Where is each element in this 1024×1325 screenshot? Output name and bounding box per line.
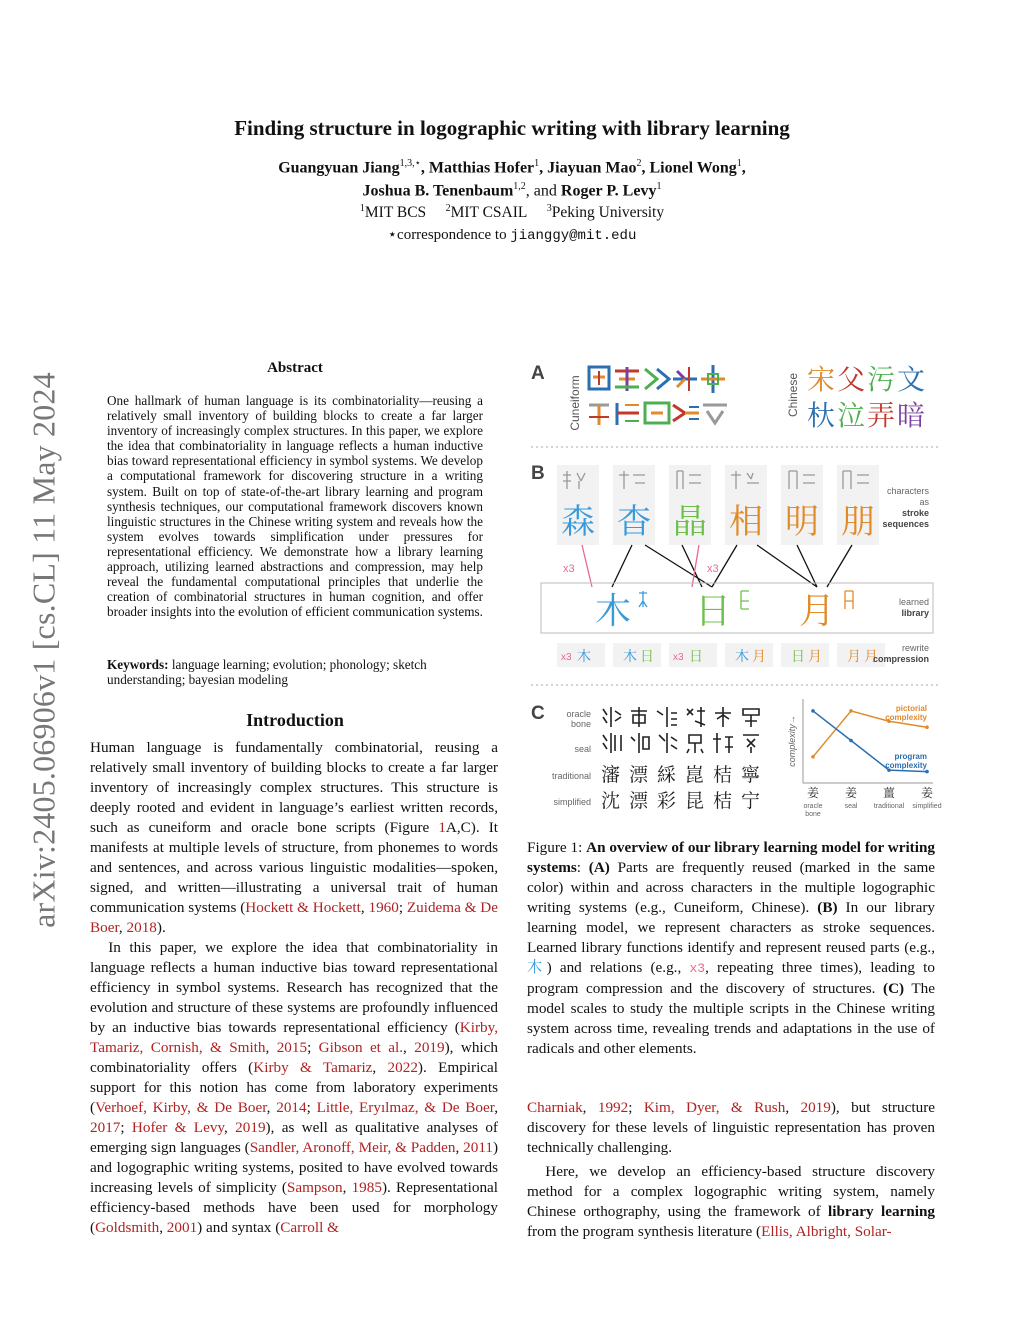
b-side-label-strokes <box>882 486 929 529</box>
citation-link[interactable]: Kirby & Tamariz <box>253 1059 373 1076</box>
rewrite-char: 日 <box>791 648 805 664</box>
series-label: program <box>894 752 927 761</box>
arxiv-sidebar <box>14 355 74 945</box>
citation-link[interactable]: 2019 <box>800 1099 831 1116</box>
arrow <box>612 545 632 587</box>
text-run: , <box>118 919 127 936</box>
b-char: 森 <box>561 503 595 541</box>
citation-link[interactable]: 2019 <box>414 1039 445 1056</box>
rewrite-row <box>557 643 885 667</box>
b-label-line: characters <box>886 486 929 496</box>
bold-text: An overview of our library learning model for writing systems <box>527 839 935 876</box>
bold-text: (C) <box>883 980 905 997</box>
text-run: Here, we develop an efficiency-based structure discovery method for a complex logographic writing system, namely Chinese orthography, using the framework of <box>527 1163 935 1220</box>
traditional-char: 瀋 <box>601 765 621 786</box>
rewrite-char: 日 <box>640 648 654 664</box>
stroke-sequence-marks <box>563 471 869 489</box>
chinese-char: 父 <box>837 364 866 395</box>
author-separator: , and <box>525 182 561 200</box>
chinese-char: 泣 <box>837 400 866 431</box>
text-run: ). <box>156 919 166 936</box>
citation-link[interactable]: Little, Eryılmaz, & De Boer <box>316 1099 495 1116</box>
b-label-line: sequences <box>882 519 929 529</box>
library-char: 月 <box>798 590 836 631</box>
x-tick-label: seal <box>844 803 858 810</box>
text-run: , <box>266 1099 277 1116</box>
x-tick-label: bone <box>805 811 821 818</box>
simplified-char: 昆 <box>685 791 705 812</box>
text-run: , <box>582 1099 598 1116</box>
text-run: , <box>455 1139 464 1156</box>
author-separator: , <box>420 159 429 177</box>
x3-label: x3 <box>563 563 575 575</box>
citation-link[interactable]: 2011 <box>463 1139 493 1156</box>
simplified-char: 桔 <box>713 791 733 812</box>
panel-label-a: A <box>531 363 545 384</box>
traditional-char: 崑 <box>685 765 705 786</box>
citation-link[interactable]: 2014 <box>276 1099 307 1116</box>
char-cards <box>557 465 879 545</box>
citation-link[interactable]: Hockett & Hockett <box>245 899 361 916</box>
text-run: Human language is fundamentally combinatorial, reusing a relatively small inventory of building blocks to create a far larger inventory of increasingly complex structures. This structure is deeply rooted and evident in language’s earliest written records, such as cuneiform and oracle bone scripts (Figure <box>90 739 498 836</box>
rewrite-char: 木 <box>577 648 591 664</box>
traditional-char: 漂 <box>629 765 649 786</box>
text-run: In this paper, we explore the idea that combinatoriality in language reflects a human inductive bias toward representational efficiency in symbol systems. Research has recognized that the evolution and structure of these systems are profoundly influenced by an inductive bias towards representational efficiency ( <box>90 939 498 1036</box>
text-run: , <box>265 1039 277 1056</box>
citation-link[interactable]: Sandler, Aronoff, Meir, & Padden <box>249 1139 456 1156</box>
text-run: , repeating three times), leading to program compression and the discovery of structures. <box>527 959 935 997</box>
series-point <box>811 709 815 713</box>
abstract-text: One hallmark of human language is its combinatoriality—reusing a relatively small inventory of building blocks to create a far larger inventory of increasingly complex structures. In this paper, we explore the idea that combinatoriality in language reflects a human inductive bias toward representational efficiency in symbol systems. We develop a computational framework for discovering structure in a writing system. Built on top of state-of-the-art library learning and program synthesis techniques, our computational framework discovers known linguistic structures in the Chinese writing system and reveals how the system evolves towards simplification under pressures for representational efficiency. We demonstrate how a library learning approach, utilizing learned abstractions and compression, may help reveal the fundamental computational principles that underlie the creation of combinatorial structures in human cognition, and offer broader insights into the evolution of efficient communication systems. <box>107 393 483 620</box>
cuneiform-glyph <box>615 367 639 391</box>
tick-glyph: 姜 <box>920 786 934 800</box>
library-char: 木 <box>594 590 632 631</box>
chinese-char: 暗 <box>897 400 926 431</box>
ancient-glyphs <box>603 707 759 753</box>
cuneiform-glyph <box>617 403 639 425</box>
arrow <box>757 545 817 587</box>
rewrite-char: 月 <box>864 648 878 664</box>
chinese-char: 宋 <box>807 364 836 395</box>
authors-line-1 <box>0 158 1024 177</box>
abstract-heading: Abstract <box>267 360 323 376</box>
author-affiliation-sup: 1 <box>736 158 742 169</box>
keywords-label: Keywords: <box>107 657 169 672</box>
citation-link[interactable]: Charniak <box>527 1099 583 1116</box>
author-name: Roger P. Levy <box>560 182 657 200</box>
rewrite-char: 月 <box>808 648 822 664</box>
script-row-labels <box>552 709 591 807</box>
citation-link[interactable]: 1985 <box>351 1179 382 1196</box>
simplified-char: 漂 <box>629 791 649 812</box>
text-run: The model scales to study the multiple scripts in the Chinese writing system across time, revealing trends and adaptations in the use of radicals and other elements. <box>527 980 935 1057</box>
text-run: ) and logographic writing systems, posited to have evolved towards increasing levels of simplicity ( <box>90 1139 498 1196</box>
chinese-char: 文 <box>897 364 926 395</box>
text-run: ). Representational efficiency-based methods have been used for morphology ( <box>90 1179 498 1236</box>
text-run: ; <box>120 1119 132 1136</box>
traditional-char: 綵 <box>657 765 677 786</box>
simplified-chars <box>601 790 760 812</box>
x-tick-label: traditional <box>873 803 905 810</box>
citation-link[interactable]: Hofer & Levy <box>131 1119 225 1136</box>
simplified-char: 沈 <box>601 791 621 812</box>
cuneiform-glyph <box>645 403 669 423</box>
chinese-char: 杕 <box>807 400 836 431</box>
b-char: 朋 <box>841 503 875 541</box>
figure-1 <box>527 355 947 825</box>
cuneiform-glyph <box>703 405 727 423</box>
bold-text: (A) <box>588 859 610 876</box>
author-affiliation-sup: 1 <box>534 158 540 169</box>
affiliation-name: MIT BCS <box>364 204 427 222</box>
row-label: bone <box>570 719 591 729</box>
tick-glyph: 姜 <box>806 786 820 800</box>
inline-symbol: 木 <box>527 959 547 976</box>
author-name: Matthias Hofer <box>428 159 535 177</box>
traditional-chars <box>601 764 760 786</box>
text-run: ), which combinatoriality offers ( <box>90 1039 498 1076</box>
series-point <box>849 739 853 743</box>
series-label: pictorial <box>895 704 927 713</box>
x3-label: x3 <box>707 563 719 575</box>
row-label: oracle <box>566 709 591 719</box>
citation-link[interactable]: Sampson <box>286 1179 343 1196</box>
right-paragraph-1 <box>527 1098 935 1158</box>
citation-link[interactable]: Zuidema & De Boer <box>90 899 498 936</box>
affiliation-sup: 1 <box>359 203 365 214</box>
citation-link[interactable]: Kirby, Tamariz, Cornish, & Smith <box>90 1019 498 1056</box>
paper-title: Finding structure in logographic writing with library learning <box>234 116 790 140</box>
text-run: ) and syntax ( <box>197 1219 281 1236</box>
text-run: ). Empirical support for this notion has come from laboratory experiments ( <box>90 1059 498 1116</box>
text-run: ; <box>306 1099 317 1116</box>
panel-label-b: B <box>531 463 545 484</box>
b-char: 晶 <box>673 503 707 541</box>
b-label-line: compression <box>872 654 929 664</box>
library-char: 日 <box>694 590 732 631</box>
citation-link[interactable]: 2022 <box>387 1059 418 1076</box>
b-char: 相 <box>729 503 763 541</box>
citation-link[interactable]: Kim, Dyer, & Rush <box>643 1099 786 1116</box>
complexity-chart <box>787 699 942 818</box>
simplified-char: 宁 <box>741 791 761 812</box>
author-affiliation-sup: 1,2 <box>513 181 526 192</box>
citation-link[interactable]: Gibson et al. <box>318 1039 404 1056</box>
arxiv-id[interactable]: arXiv:2405.06906v1 [cs.CL] 11 May 2024 <box>25 372 62 928</box>
series-point <box>925 770 929 774</box>
chinese-char: 弄 <box>867 400 896 431</box>
tick-glyph: 姜 <box>844 786 858 800</box>
arrow <box>645 545 712 587</box>
cuneiform-glyph <box>589 405 609 425</box>
bold-text: (B) <box>817 899 838 916</box>
text-run: , <box>342 1179 352 1196</box>
authors-line-2 <box>0 181 1024 200</box>
correspondence-prefix: ⋆correspondence to <box>387 227 507 243</box>
citation-link[interactable]: 2019 <box>235 1119 266 1136</box>
text-run: , <box>224 1119 236 1136</box>
citation-link[interactable]: Goldsmith <box>95 1219 160 1236</box>
cuneiform-glyph <box>701 365 725 393</box>
arrow-x3 <box>692 545 699 587</box>
cuneiform-label: Cuneiform <box>568 375 582 431</box>
affiliation-name: MIT CSAIL <box>450 204 528 222</box>
text-run: Figure 1: <box>527 839 587 856</box>
affiliations <box>0 203 1024 222</box>
keywords <box>107 657 483 687</box>
b-label-line: stroke <box>901 508 929 518</box>
introduction-body <box>90 738 498 1238</box>
text-run: ), but structure discovery for these levels of linguistic representation has proven technically challenging. <box>527 1099 935 1156</box>
library-items <box>595 590 835 631</box>
citation-link[interactable]: Verhoef, Kirby, & De Boer <box>95 1099 267 1116</box>
bold-text: library learning <box>828 1203 935 1220</box>
figure-caption <box>527 838 935 1059</box>
author-name: Jiayuan Mao <box>547 159 637 177</box>
row-label: simplified <box>553 797 591 807</box>
series-point <box>811 755 815 759</box>
inline-symbol: x3 <box>689 961 706 976</box>
affiliation-name: Peking University <box>551 204 665 222</box>
author-affiliation-sup: 1 <box>656 181 662 192</box>
x-tick-label: simplified <box>912 803 942 810</box>
rewrite-x3: x3 <box>673 652 684 663</box>
intro-paragraph-2 <box>90 938 498 1238</box>
panel-label-c: C <box>531 703 545 724</box>
rewrite-x3: x3 <box>561 652 572 663</box>
text-run: , <box>785 1099 801 1116</box>
citation-link[interactable]: 2015 <box>276 1039 308 1056</box>
text-run: ; <box>398 899 407 916</box>
cuneiform-glyphs <box>589 365 727 425</box>
tick-glyph: 薑 <box>882 786 896 800</box>
chinese-char: 污 <box>867 364 896 395</box>
intro-paragraph-1 <box>90 738 498 938</box>
b-label-line: as <box>919 497 929 507</box>
author-name: Joshua B. Tenenbaum <box>362 182 514 200</box>
arrow <box>682 545 702 587</box>
text-run: from the program synthesis literature ( <box>527 1223 762 1240</box>
right-column-body <box>527 1098 935 1242</box>
author-separator: , <box>741 159 746 177</box>
series-label: complexity <box>885 713 927 722</box>
b-char: 杳 <box>617 503 651 541</box>
cuneiform-glyph <box>673 367 697 391</box>
b-label-line: library <box>901 608 929 618</box>
author-separator: , <box>641 159 650 177</box>
text-run: , <box>360 899 369 916</box>
b-label-line: learned <box>898 597 929 607</box>
traditional-char: 寧 <box>741 765 761 786</box>
author-affiliation-sup: 2 <box>636 158 642 169</box>
citation-link[interactable]: Ellis, Albright, Solar- <box>761 1223 892 1240</box>
b-characters <box>561 503 875 541</box>
citation-link[interactable]: 1992 <box>597 1099 629 1116</box>
x-tick-label: oracle <box>803 803 823 810</box>
correspondence <box>0 225 1024 244</box>
text-run: , <box>403 1039 415 1056</box>
citation-link[interactable]: Carroll & <box>280 1219 339 1236</box>
text-run: : <box>576 859 589 876</box>
text-run: A,C). It manifests at multiple levels of structure, from phonemes to words and sentences, and across various linguistic modalities—spoken, signed, and written—illustrating a universal trait of human communication systems ( <box>90 819 498 916</box>
author-name: Lionel Wong <box>649 159 737 177</box>
cuneiform-glyph <box>673 405 699 421</box>
rewrite-char: 日 <box>689 648 703 664</box>
author-separator: , <box>539 159 548 177</box>
author-name: Guangyuan Jiang <box>278 159 400 177</box>
affiliation-sup: 2 <box>445 203 451 214</box>
text-run: , <box>372 1059 388 1076</box>
text-run: ; <box>307 1039 319 1056</box>
introduction-heading: Introduction <box>246 710 344 730</box>
text-run: ), as well as qualitative analyses of emerging sign languages ( <box>90 1119 498 1156</box>
b-side-label-library <box>899 597 929 618</box>
simplified-char: 彩 <box>657 791 677 812</box>
author-affiliation-sup: 1,3,⋆ <box>399 158 421 169</box>
row-label: traditional <box>551 771 591 781</box>
arrow-x3 <box>582 545 592 587</box>
rewrite-char: 木 <box>623 648 637 664</box>
arrow <box>827 545 852 587</box>
text-run: , <box>159 1219 167 1236</box>
rewrite-char: 月 <box>752 648 766 664</box>
b-label-line: rewrite <box>901 643 929 653</box>
text-run: Parts are frequently reused (marked in the same color) within and across characters in the multiple logographic writing systems (e.g., Cuneiform, Chinese). <box>527 859 935 916</box>
traditional-char: 桔 <box>713 765 733 786</box>
chinese-chars-a <box>807 364 925 431</box>
keywords-text: language learning; evolution; phonology; sketch understanding; bayesian modeling <box>107 657 427 688</box>
correspondence-email[interactable]: jianggy@mit.edu <box>510 228 637 244</box>
text-run: ; <box>628 1099 644 1116</box>
chart-y-label: complexity→ <box>787 715 797 767</box>
rewrite-char: 木 <box>735 648 749 664</box>
text-run: , <box>494 1099 499 1116</box>
series-point <box>849 709 853 713</box>
cuneiform-glyph <box>645 369 669 389</box>
text-run: In our library learning model, we represent characters as stroke sequences. Learned library functions identify and represent reused parts (e.g., <box>527 899 935 956</box>
citation-link[interactable]: 2001 <box>166 1219 198 1236</box>
chinese-label: Chinese <box>786 372 800 418</box>
citation-link[interactable]: 2017 <box>90 1119 121 1136</box>
row-label: seal <box>574 744 591 754</box>
citation-link[interactable]: 1960 <box>368 899 399 916</box>
cuneiform-glyph <box>589 367 609 389</box>
citation-link[interactable]: 2018 <box>126 919 157 936</box>
series-label: complexity <box>885 761 927 770</box>
b-char: 明 <box>785 503 819 541</box>
right-paragraph-2 <box>527 1162 935 1242</box>
rewrite-char: 月 <box>847 648 861 664</box>
series-point <box>925 725 929 729</box>
figure-ref-link[interactable]: 1 <box>438 819 446 836</box>
text-run: ) and relations (e.g., <box>546 959 690 976</box>
affiliation-sup: 3 <box>546 203 552 214</box>
